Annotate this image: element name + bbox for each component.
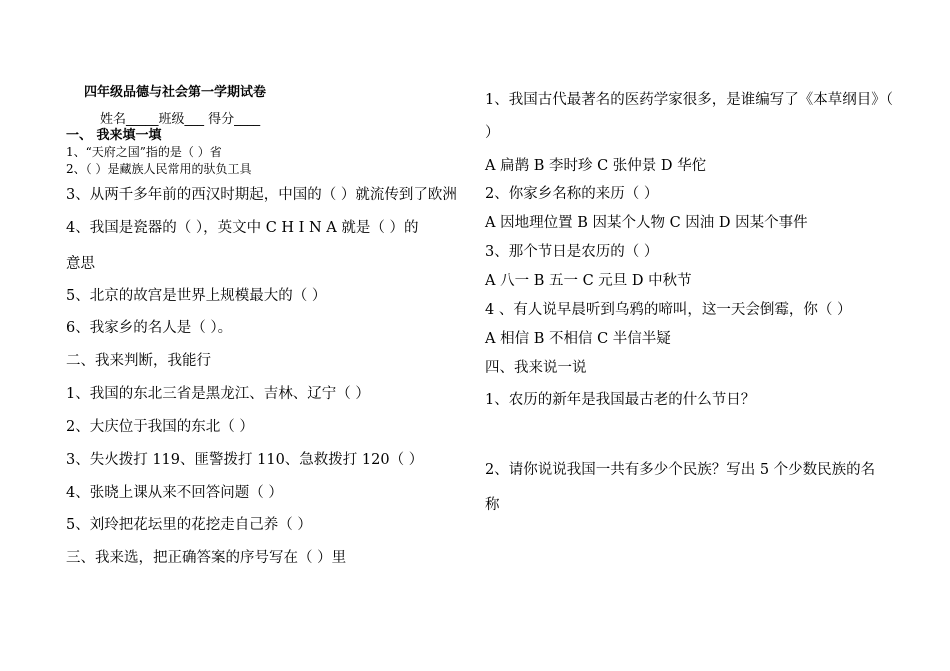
question-line: 1、我国的东北三省是黑龙江、吉林、辽宁（ ） [66, 386, 370, 402]
question-line: 5、北京的故宫是世界上规模最大的（ ） [66, 288, 327, 304]
question-line: 意思 [66, 256, 95, 272]
question-line: 2、（ ）是藏族人民常用的驮负工具 [66, 162, 252, 176]
question-line: 4 、有人说早晨听到乌鸦的啼叫，这一天会倒霉，你（ ） [485, 302, 852, 318]
question-line: 2、大庆位于我国的东北（ ） [66, 419, 254, 435]
question-line: 称 [485, 497, 500, 513]
question-line: 3、那个节日是农历的（ ） [485, 244, 659, 260]
question-line: 1、“天府之国”指的是（ ）省 [66, 145, 222, 159]
question-line: 4、我国是瓷器的（ ），英文中 C H I N A 就是（ ）的 [66, 220, 419, 236]
answer-options: A 因地理位置 B 因某个人物 C 因油 D 因某个事件 [485, 215, 808, 231]
question-line: 2、请你说说我国一共有多少个民族？写出 5 个少数民族的名 [485, 462, 876, 478]
answer-options: A 八一 B 五一 C 元旦 D 中秋节 [485, 273, 692, 289]
question-line: 3、失火拨打 119、匪警拨打 110、急救拨打 120（ ） [66, 452, 424, 468]
question-line: 4、张晓上课从来不回答问题（ ） [66, 485, 283, 501]
section-2-heading: 二、我来判断，我能行 [66, 353, 211, 369]
question-line: 1、我国古代最著名的医药学家很多，是谁编写了《本草纲目》（ [485, 92, 893, 108]
question-line: 2、你家乡名称的来历（ ） [485, 186, 659, 202]
section-1-heading: 一、 我来填一填 [66, 128, 162, 143]
question-line: 5、刘玲把花坛里的花挖走自己养（ ） [66, 517, 312, 533]
section-3-heading: 三、我来选，把正确答案的序号写在（ ）里 [66, 550, 347, 566]
answer-options: A 扁鹊 B 李时珍 C 张仲景 D 华佗 [485, 158, 707, 174]
answer-options: A 相信 B 不相信 C 半信半疑 [485, 331, 671, 347]
question-line: 3、从两千多年前的西汉时期起，中国的（ ）就流传到了欧洲 [66, 187, 457, 203]
question-line: ） [485, 125, 500, 141]
question-line: 6、我家乡的名人是（ ）。 [66, 320, 233, 336]
question-line: 1、农历的新年是我国最古老的什么节日？ [485, 392, 756, 408]
exam-title: 四年级品德与社会第一学期试卷 [84, 85, 267, 100]
section-4-heading: 四、我来说一说 [485, 360, 587, 376]
student-info-line: 姓名_____班级___ 得分____ [100, 112, 261, 127]
